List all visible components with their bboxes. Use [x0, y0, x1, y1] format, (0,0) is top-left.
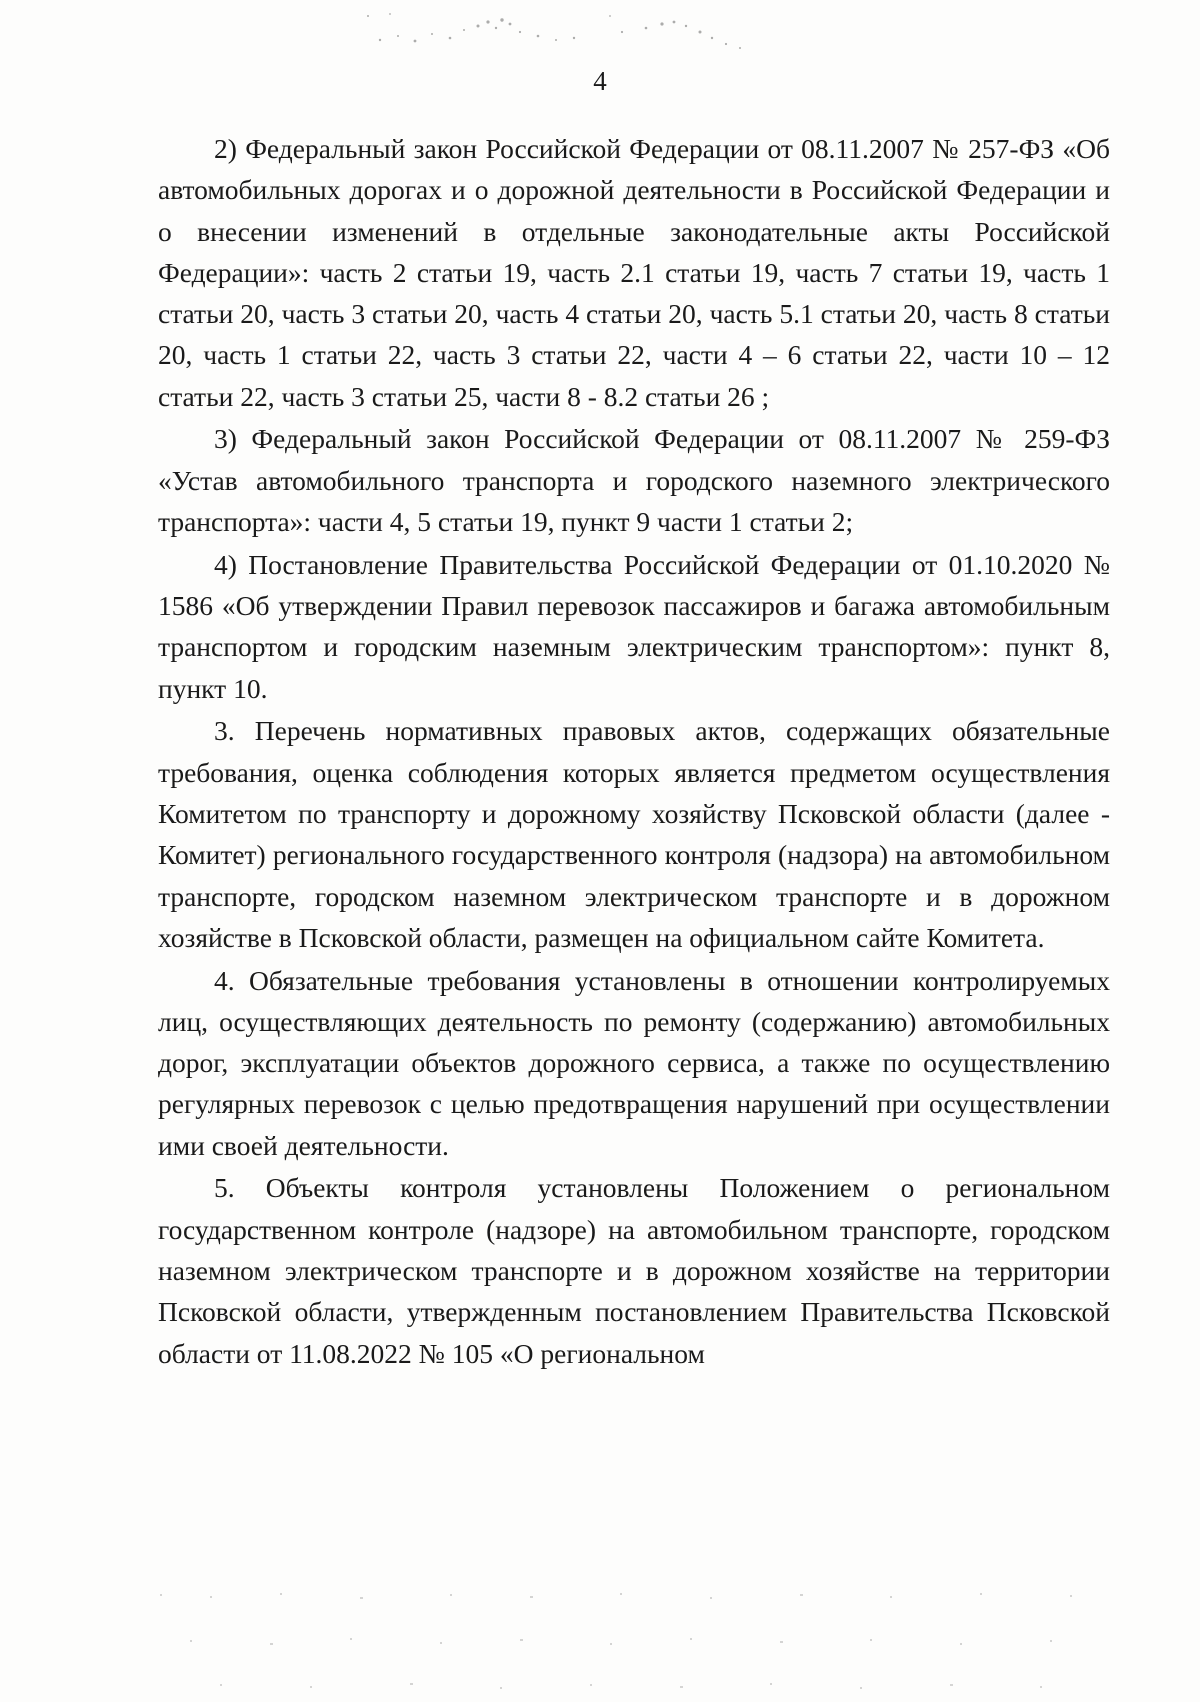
- document-body: [158, 128, 1110, 1375]
- paragraph-item-5: 5. Объекты контроля установлены Положением о региональном государственном контроле (надзоре) на автомобильном транспорте, городском наземном электрическом транспорте и в дорожном хозяйстве на территории Псковской области, утвержденным постановлением Правительства Псковской области от 11.08.2022 № 105 «О региональном: [158, 1172, 1110, 1369]
- paragraph-law-257fz: 2) Федеральный закон Российской Федерации от 08.11.2007 № 257-ФЗ «Об автомобильных дорогах и о дорожной деятельности в Российской Федерации и о внесении изменений в отдельные законодательные акты Российской Федерации»: часть 2 статьи 19, часть 2.1 статьи 19, часть 7 статьи 19, часть 1 статьи 20, часть 3 статьи 20, часть 4 статьи 20, часть 5.1 статьи 20, часть 8 статьи 20, часть 1 статьи 22, часть 3 статьи 22, части 4 – 6 статьи 22, части 10 – 12 статьи 22, часть 3 статьи 25, части 8 - 8.2 статьи 26 ;: [158, 133, 1110, 412]
- paragraph-law-259fz: 3) Федеральный закон Российской Федерации от 08.11.2007 № 259-ФЗ «Устав автомобильного транспорта и городского наземного электрического транспорта»: части 4, 5 статьи 19, пункт 9 части 1 статьи 2;: [158, 423, 1110, 538]
- paragraph-item-4: 4. Обязательные требования установлены в отношении контролируемых лиц, осуществляющих деятельность по ремонту (содержанию) автомобильных дорог, эксплуатации объектов дорожного сервиса, а также по осуществлению регулярных перевозок с целью предотвращения нарушений при осуществлении ими своей деятельности.: [158, 964, 1110, 1161]
- paragraph-item-3: 3. Перечень нормативных правовых актов, содержащих обязательные требования, оценка соблюдения которых является предметом осуществления Комитетом по транспорту и дорожному хозяйству Псковской области (далее - Комитет) регионального государственного контроля (надзора) на автомобильном транспорте, городском наземном электрическом транспорте и в дорожном хозяйстве в Псковской области, размещен на официальном сайте Комитета.: [158, 715, 1110, 953]
- paragraph-resolution-1586: 4) Постановление Правительства Российской Федерации от 01.10.2020 № 1586 «Об утверждении Правил перевозок пассажиров и багажа автомобильным транспортом и городским наземным электрическим транспортом»: пункт 8, пункт 10.: [158, 548, 1110, 704]
- scan-noise-bottom: [150, 1588, 1130, 1698]
- scan-noise-top: [360, 10, 830, 58]
- page-number: 4: [593, 66, 607, 96]
